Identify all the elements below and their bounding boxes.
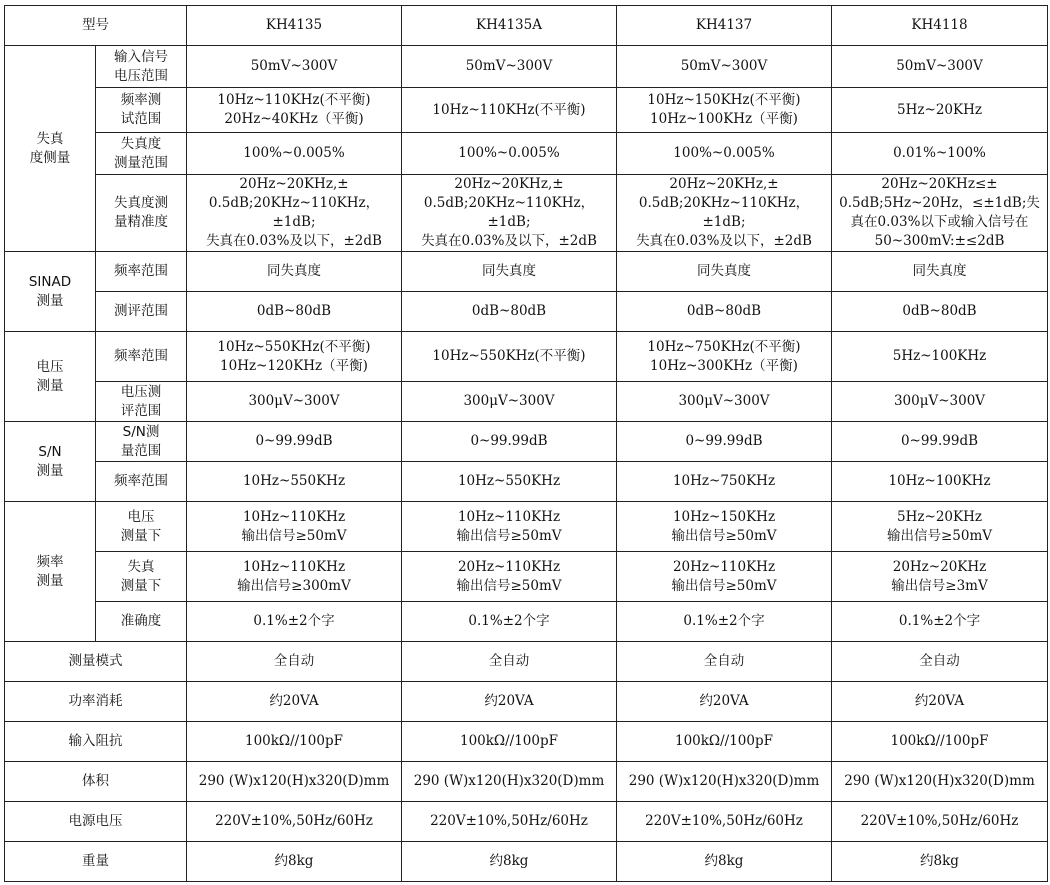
table-cell: 10Hz~550KHz	[187, 462, 402, 502]
table-cell: 220V±10%,50Hz/60Hz	[617, 802, 832, 842]
table-cell: 约8kg	[187, 842, 402, 882]
group-label: S/N 测量	[5, 422, 96, 502]
row-label: 体积	[5, 762, 187, 802]
table-cell: 同失真度	[187, 252, 402, 292]
table-cell: 220V±10%,50Hz/60Hz	[832, 802, 1048, 842]
table-cell: 100kΩ//100pF	[617, 722, 832, 762]
table-cell: 10Hz~550KHz(不平衡) 10Hz~120KHz（平衡)	[187, 332, 402, 382]
table-cell: 同失真度	[832, 252, 1048, 292]
table-cell: 0~99.99dB	[832, 422, 1048, 462]
table-row	[5, 422, 1048, 462]
table-cell: 0dB~80dB	[402, 292, 617, 332]
table-cell: 约8kg	[832, 842, 1048, 882]
table-cell: 20Hz~20KHz≤± 0.5dB;5Hz~20Hz，≤±1dB;失 真在0.03%以下或输入信号在 50~300mV:±≤2dB	[832, 175, 1048, 252]
table-cell: 300μV~300V	[187, 382, 402, 422]
row-label: 输入阻抗	[5, 722, 187, 762]
table-cell: 0~99.99dB	[617, 422, 832, 462]
table-cell: 300μV~300V	[402, 382, 617, 422]
row-label: 频率范围	[96, 462, 187, 502]
table-cell: 10Hz~110KHz 输出信号≥300mV	[187, 552, 402, 602]
table-cell: 0dB~80dB	[617, 292, 832, 332]
table-cell: 5Hz~100KHz	[832, 332, 1048, 382]
table-cell: 0.1%±2个字	[187, 602, 402, 642]
table-cell: 10Hz~150KHz(不平衡) 10Hz~100KHz（平衡)	[617, 88, 832, 133]
table-cell: 20Hz~110KHz 输出信号≥50mV	[617, 552, 832, 602]
row-label: 测评范围	[96, 292, 187, 332]
row-label: 频率范围	[96, 252, 187, 292]
table-cell: 50mV~300V	[402, 46, 617, 88]
row-label: 失真度 测量范围	[96, 133, 187, 175]
table-cell: 10Hz~100KHz	[832, 462, 1048, 502]
row-label: 重量	[5, 842, 187, 882]
table-cell: 0.1%±2个字	[832, 602, 1048, 642]
table-cell: 50mV~300V	[832, 46, 1048, 88]
spec-table	[4, 5, 1048, 882]
table-cell: 0~99.99dB	[402, 422, 617, 462]
table-cell: 100%~0.005%	[187, 133, 402, 175]
table-row	[5, 762, 1048, 802]
table-cell: 约8kg	[617, 842, 832, 882]
table-row	[5, 88, 1048, 133]
table-cell: 约20VA	[832, 682, 1048, 722]
table-cell: 同失真度	[402, 252, 617, 292]
table-row	[5, 462, 1048, 502]
table-cell: 220V±10%,50Hz/60Hz	[187, 802, 402, 842]
header-label: 型号	[5, 6, 187, 46]
table-cell: 300μV~300V	[617, 382, 832, 422]
table-cell: 20Hz~20KHz,± 0.5dB;20KHz~110KHz，±1dB; 失真在0.03%及以下，±2dB	[617, 175, 832, 252]
table-cell: 50mV~300V	[617, 46, 832, 88]
table-cell: 全自动	[187, 642, 402, 682]
table-cell: 全自动	[832, 642, 1048, 682]
table-cell: 约20VA	[617, 682, 832, 722]
table-cell: 全自动	[617, 642, 832, 682]
table-cell: 10Hz~750KHz(不平衡) 10Hz~300KHz（平衡)	[617, 332, 832, 382]
table-row	[5, 642, 1048, 682]
table-cell: 全自动	[402, 642, 617, 682]
table-cell: 约20VA	[402, 682, 617, 722]
table-cell: 100kΩ//100pF	[402, 722, 617, 762]
table-cell: 290 (W)x120(H)x320(D)mm	[617, 762, 832, 802]
row-label: 失真 测量下	[96, 552, 187, 602]
header-row	[5, 6, 1048, 46]
table-cell: 50mV~300V	[187, 46, 402, 88]
table-row	[5, 552, 1048, 602]
table-cell: 220V±10%,50Hz/60Hz	[402, 802, 617, 842]
table-cell: 0.1%±2个字	[617, 602, 832, 642]
group-label: 电压 测量	[5, 332, 96, 422]
table-cell: 0dB~80dB	[832, 292, 1048, 332]
table-cell: 10Hz~110KHz(不平衡) 20Hz~40KHz（平衡)	[187, 88, 402, 133]
table-row	[5, 133, 1048, 175]
table-row	[5, 46, 1048, 88]
table-cell: 10Hz~110KHz(不平衡)	[402, 88, 617, 133]
group-label: 失真 度侧量	[5, 46, 96, 252]
model-header: KH4135A	[402, 6, 617, 46]
table-cell: 100%~0.005%	[617, 133, 832, 175]
table-cell: 10Hz~150KHz 输出信号≥50mV	[617, 502, 832, 552]
table-row	[5, 722, 1048, 762]
table-cell: 5Hz~20KHz 输出信号≥50mV	[832, 502, 1048, 552]
table-cell: 10Hz~550KHz(不平衡)	[402, 332, 617, 382]
table-cell: 290 (W)x120(H)x320(D)mm	[402, 762, 617, 802]
table-row	[5, 682, 1048, 722]
table-cell: 0~99.99dB	[187, 422, 402, 462]
group-label: SINAD 测量	[5, 252, 96, 332]
model-header: KH4135	[187, 6, 402, 46]
table-cell: 10Hz~110KHz 输出信号≥50mV	[402, 502, 617, 552]
table-row	[5, 502, 1048, 552]
table-row	[5, 602, 1048, 642]
row-label: 测量模式	[5, 642, 187, 682]
table-row	[5, 252, 1048, 292]
table-cell: 10Hz~550KHz	[402, 462, 617, 502]
table-cell: 100kΩ//100pF	[832, 722, 1048, 762]
table-cell: 20Hz~20KHz 输出信号≥3mV	[832, 552, 1048, 602]
row-label: 功率消耗	[5, 682, 187, 722]
table-cell: 0.1%±2个字	[402, 602, 617, 642]
row-label: 失真度测 量精准度	[96, 175, 187, 252]
table-cell: 20Hz~110KHz 输出信号≥50mV	[402, 552, 617, 602]
table-cell: 约8kg	[402, 842, 617, 882]
row-label: 电压 测量下	[96, 502, 187, 552]
table-row	[5, 382, 1048, 422]
table-row	[5, 332, 1048, 382]
row-label: 频率范围	[96, 332, 187, 382]
table-cell: 20Hz~20KHz,± 0.5dB;20KHz~110KHz，±1dB; 失真在0.03%及以下，±2dB	[402, 175, 617, 252]
row-label: 频率测 试范围	[96, 88, 187, 133]
table-cell: 100kΩ//100pF	[187, 722, 402, 762]
table-cell: 约20VA	[187, 682, 402, 722]
table-cell: 20Hz~20KHz,± 0.5dB;20KHz~110KHz，±1dB; 失真在0.03%及以下，±2dB	[187, 175, 402, 252]
row-label: S/N测 量范围	[96, 422, 187, 462]
table-cell: 0dB~80dB	[187, 292, 402, 332]
table-cell: 0.01%~100%	[832, 133, 1048, 175]
table-cell: 10Hz~750KHz	[617, 462, 832, 502]
table-cell: 290 (W)x120(H)x320(D)mm	[832, 762, 1048, 802]
table-cell: 300μV~300V	[832, 382, 1048, 422]
row-label: 准确度	[96, 602, 187, 642]
table-row	[5, 175, 1048, 252]
group-label: 频率 测量	[5, 502, 96, 642]
table-row	[5, 842, 1048, 882]
row-label: 输入信号 电压范围	[96, 46, 187, 88]
table-cell: 同失真度	[617, 252, 832, 292]
row-label: 电压测 评范围	[96, 382, 187, 422]
table-cell: 100%~0.005%	[402, 133, 617, 175]
table-row	[5, 292, 1048, 332]
model-header: KH4118	[832, 6, 1048, 46]
table-cell: 5Hz~20KHz	[832, 88, 1048, 133]
row-label: 电源电压	[5, 802, 187, 842]
table-cell: 290 (W)x120(H)x320(D)mm	[187, 762, 402, 802]
table-cell: 10Hz~110KHz 输出信号≥50mV	[187, 502, 402, 552]
model-header: KH4137	[617, 6, 832, 46]
table-row	[5, 802, 1048, 842]
